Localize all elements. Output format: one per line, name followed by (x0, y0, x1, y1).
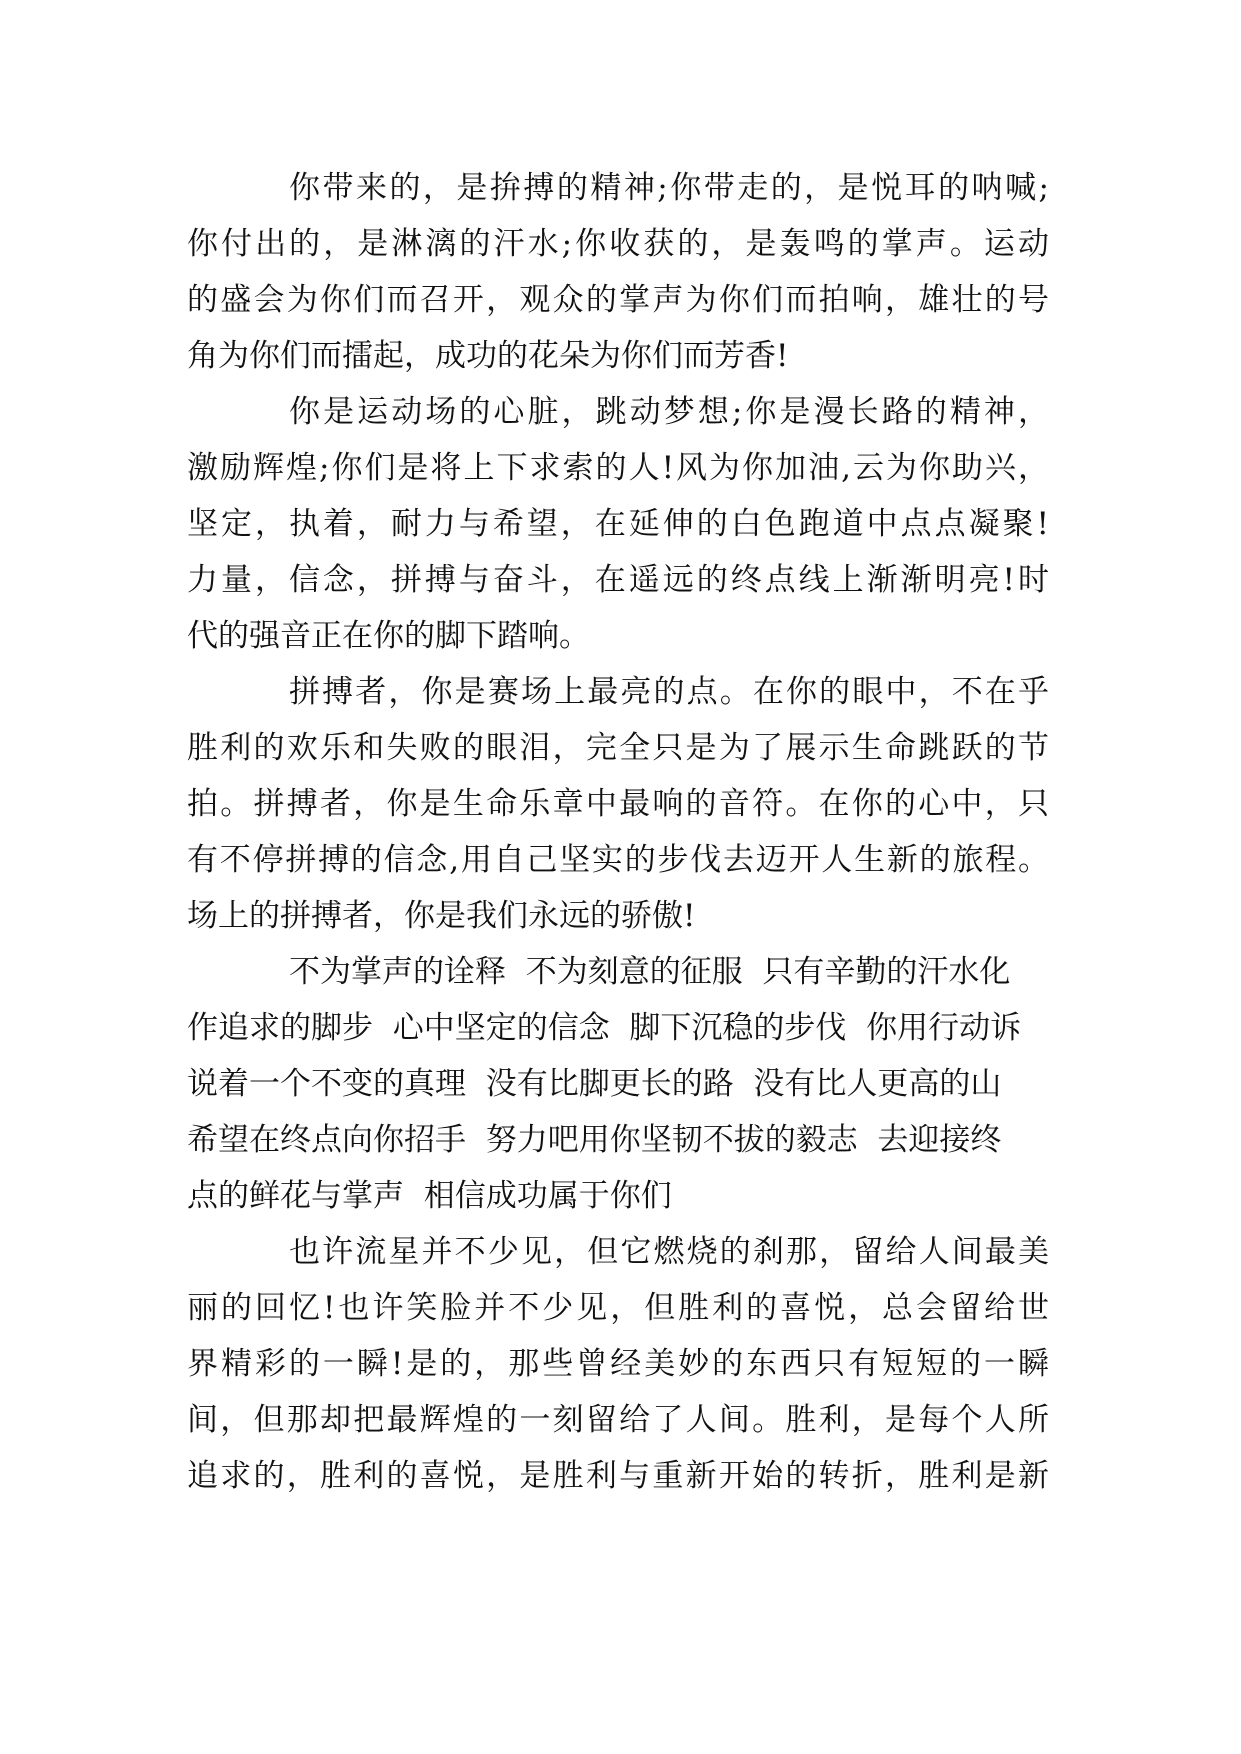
text-line: 希望在终点向你招手 努力吧用你坚韧不拔的毅志 去迎接终 (187, 1122, 1002, 1158)
text-line: 你付出的，是淋漓的汗水;你收获的，是轰鸣的掌声。运动 (187, 226, 1049, 262)
text-line: 胜利的欢乐和失败的眼泪，完全只是为了展示生命跳跃的节 (187, 730, 1049, 766)
paragraph (187, 1224, 1049, 1504)
paragraph (187, 664, 1049, 944)
text-line: 界精彩的一瞬!是的，那些曾经美妙的东西只有短短的一瞬 (187, 1346, 1049, 1382)
document-body (187, 160, 1049, 1504)
text-line: 场上的拼搏者，你是我们永远的骄傲! (187, 898, 696, 934)
text-line: 代的强音正在你的脚下踏响。 (187, 618, 590, 654)
paragraph (187, 384, 1049, 664)
text-line: 点的鲜花与掌声 相信成功属于你们 (187, 1178, 672, 1214)
text-line: 力量，信念，拼搏与奋斗，在遥远的终点线上渐渐明亮!时 (187, 562, 1049, 598)
text-line: 拼搏者，你是赛场上最亮的点。在你的眼中，不在乎 (289, 674, 1049, 710)
text-line: 你带来的，是拚搏的精神;你带走的，是悦耳的呐喊; (289, 170, 1049, 206)
text-line: 的盛会为你们而召开，观众的掌声为你们而拍响，雄壮的号 (187, 282, 1049, 318)
text-line: 坚定，执着，耐力与希望，在延伸的白色跑道中点点凝聚! (187, 506, 1049, 542)
text-line: 追求的，胜利的喜悦，是胜利与重新开始的转折，胜利是新 (187, 1458, 1049, 1494)
paragraph (187, 944, 1049, 1224)
text-line: 不为掌声的诠释 不为刻意的征服 只有辛勤的汗水化 (289, 954, 1011, 990)
text-line: 你是运动场的心脏，跳动梦想;你是漫长路的精神， (289, 394, 1049, 430)
text-line: 有不停拼搏的信念,用自己坚实的步伐去迈开人生新的旅程。 (187, 842, 1049, 878)
text-line: 也许流星并不少见，但它燃烧的刹那，留给人间最美 (289, 1234, 1049, 1270)
text-line: 间，但那却把最辉煌的一刻留给了人间。胜利，是每个人所 (187, 1402, 1049, 1438)
text-line: 作追求的脚步 心中坚定的信念 脚下沉稳的步伐 你用行动诉 (187, 1010, 1022, 1046)
text-line: 拍。拼搏者，你是生命乐章中最响的音符。在你的心中，只 (187, 786, 1049, 822)
text-line: 角为你们而擂起，成功的花朵为你们而芳香! (187, 338, 789, 374)
text-line: 说着一个不变的真理 没有比脚更长的路 没有比人更高的山 (187, 1066, 1002, 1102)
paragraph (187, 160, 1049, 384)
text-line: 丽的回忆!也许笑脸并不少见，但胜利的喜悦，总会留给世 (187, 1290, 1049, 1326)
text-line: 激励辉煌;你们是将上下求索的人!风为你加油,云为你助兴， (187, 450, 1049, 486)
